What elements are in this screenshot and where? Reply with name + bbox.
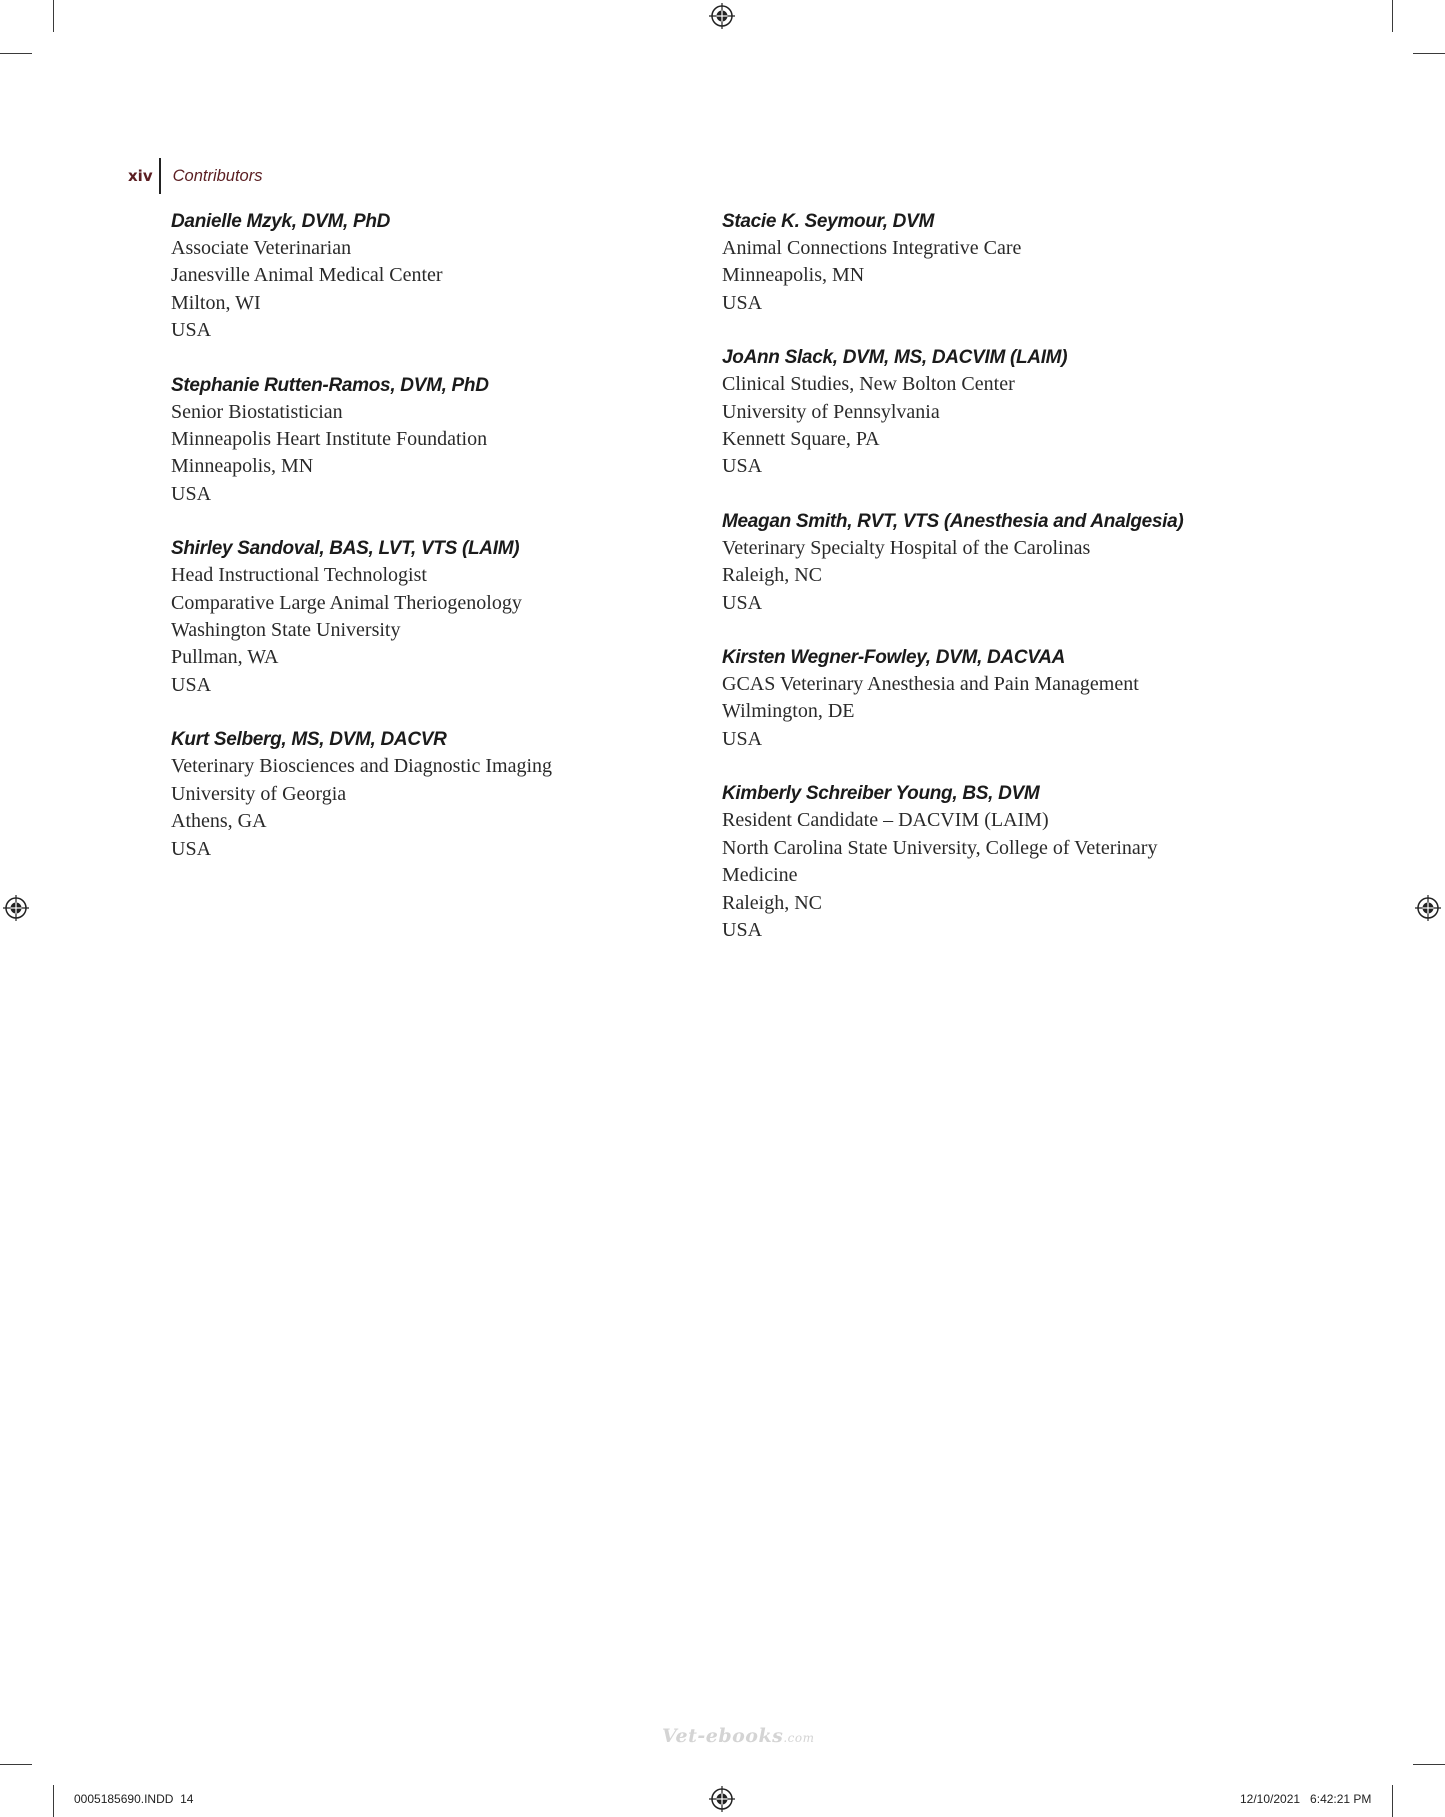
page-number: xiv — [128, 167, 153, 185]
contributor-entry — [722, 780, 1282, 944]
contributor-affiliation-line: Resident Candidate – DACVIM (LAIM) — [722, 809, 1049, 832]
contributor-affiliation-line: Comparative Large Animal Theriogenology — [171, 591, 522, 614]
slug-timestamp: 12/10/2021 6:42:21 PM — [1240, 1792, 1372, 1806]
contributor-affiliation-line: Animal Connections Integrative Care — [722, 237, 1022, 259]
contributor-affiliation-line: University of Pennsylvania — [722, 400, 940, 423]
contributor-affiliation-line: USA — [171, 673, 212, 696]
contributor-name: Kimberly Schreiber Young, BS, DVM — [722, 783, 1040, 805]
contributor-affiliation-line: Medicine — [722, 864, 798, 887]
running-head-title: Contributors — [172, 166, 263, 185]
contributor-affiliation-line: Washington State University — [171, 619, 401, 642]
registration-mark-icon — [709, 3, 735, 29]
contributor-entry — [171, 726, 691, 863]
contributor-affiliation-line: Kennett Square, PA — [722, 428, 880, 451]
contributor-affiliation-line: USA — [722, 918, 763, 941]
contributor-affiliation-line: Pullman, WA — [171, 646, 279, 669]
contributor-affiliation-line: Athens, GA — [171, 810, 267, 833]
header-divider — [159, 158, 161, 194]
contributor-affiliation-line: Veterinary Biosciences and Diagnostic Imaging — [171, 755, 552, 778]
contributors-right-column — [722, 208, 1282, 971]
watermark — [662, 1725, 814, 1747]
contributor-affiliation-line: North Carolina State University, College of Veterinary — [722, 836, 1158, 859]
contributor-name: Kirsten Wegner-Fowley, DVM, DACVAA — [722, 647, 1066, 669]
contributor-entry — [722, 208, 1282, 317]
contributor-entry — [171, 535, 691, 699]
contributor-name: Stephanie Rutten-Ramos, DVM, PhD — [171, 374, 489, 396]
crop-mark — [1413, 1764, 1445, 1765]
crop-mark — [0, 53, 32, 54]
contributor-entry — [171, 372, 691, 509]
contributor-entry — [722, 508, 1282, 617]
contributor-affiliation-line: Head Instructional Technologist — [171, 564, 427, 587]
contributor-entry — [722, 644, 1282, 753]
contributor-affiliation-line: Minneapolis, MN — [722, 264, 865, 287]
contributor-entry — [171, 208, 691, 345]
watermark-brand: Vet-ebooks — [662, 1725, 784, 1747]
contributor-affiliation-line: Wilmington, DE — [722, 700, 855, 723]
crop-mark — [53, 1785, 54, 1817]
contributor-affiliation-line: University of Georgia — [171, 782, 347, 805]
registration-mark-icon — [1415, 895, 1441, 921]
crop-mark — [1413, 53, 1445, 54]
contributor-affiliation-line: Associate Veterinarian — [171, 237, 352, 259]
contributor-affiliation-line: USA — [722, 591, 763, 614]
contributor-name: JoAnn Slack, DVM, MS, DACVIM (LAIM) — [722, 347, 1068, 369]
contributor-affiliation-line: Clinical Studies, New Bolton Center — [722, 373, 1015, 396]
contributor-affiliation-line: Senior Biostatistician — [171, 400, 343, 423]
contributor-affiliation-line: Milton, WI — [171, 291, 261, 314]
contributor-affiliation-line: Raleigh, NC — [722, 564, 822, 587]
contributor-affiliation-line: USA — [722, 291, 763, 314]
contributor-affiliation-line: USA — [171, 837, 212, 860]
crop-mark — [53, 0, 54, 32]
contributors-left-column — [171, 208, 691, 890]
crop-mark — [0, 1764, 32, 1765]
registration-mark-icon — [3, 895, 29, 921]
crop-mark — [1392, 1785, 1393, 1817]
contributor-affiliation-line: USA — [171, 319, 212, 342]
contributor-entry — [722, 344, 1282, 481]
slug-file: 0005185690.INDD 14 — [74, 1792, 194, 1806]
contributor-affiliation-line: USA — [722, 727, 763, 750]
watermark-suffix: .com — [783, 1731, 815, 1745]
running-header — [128, 158, 262, 194]
contributor-affiliation-line: USA — [171, 482, 212, 505]
contributor-affiliation-line: Raleigh, NC — [722, 891, 822, 914]
contributor-name: Meagan Smith, RVT, VTS (Anesthesia and Analgesia) — [722, 510, 1184, 532]
contributor-affiliation-line: USA — [722, 455, 763, 478]
crop-mark — [1392, 0, 1393, 32]
registration-mark-icon — [709, 1786, 735, 1812]
contributor-affiliation-line: Minneapolis, MN — [171, 455, 314, 478]
contributor-affiliation-line: Minneapolis Heart Institute Foundation — [171, 428, 488, 451]
contributor-name: Stacie K. Seymour, DVM — [722, 211, 934, 232]
contributor-affiliation-line: Janesville Animal Medical Center — [171, 264, 443, 287]
contributor-name: Kurt Selberg, MS, DVM, DACVR — [171, 729, 447, 751]
contributor-name: Danielle Mzyk, DVM, PhD — [171, 211, 391, 232]
contributor-name: Shirley Sandoval, BAS, LVT, VTS (LAIM) — [171, 538, 520, 560]
contributor-affiliation-line: Veterinary Specialty Hospital of the Carolinas — [722, 536, 1091, 559]
contributor-affiliation-line: GCAS Veterinary Anesthesia and Pain Management — [722, 673, 1139, 696]
